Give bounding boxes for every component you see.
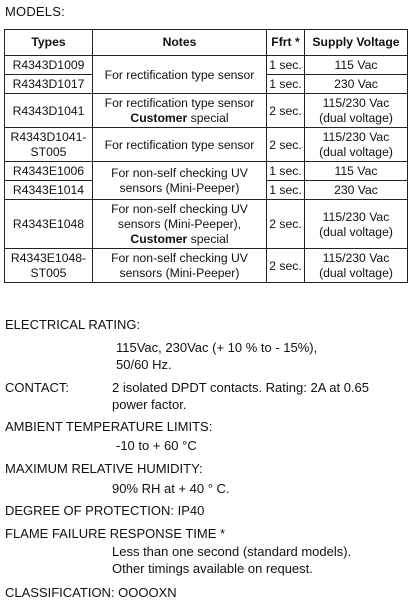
notes-special: special [187,232,229,246]
table-row [5,56,408,75]
table-row [5,128,408,162]
notes-cell [93,128,267,162]
table-row [5,249,408,283]
ffrt-cell: 1 sec. [267,56,305,75]
notes-special: special [187,111,229,125]
ambient-temperature-label: AMBIENT TEMPERATURE LIMITS: [5,419,213,434]
contact-label: CONTACT: [5,380,70,395]
humidity-label: MAXIMUM RELATIVE HUMIDITY: [5,461,203,476]
ffrt-cell: 1 sec. [267,162,305,181]
flame-failure-label: FLAME FAILURE RESPONSE TIME * [5,526,226,541]
ffrt-cell: 2 sec. [267,249,305,283]
ffrt-cell: 1 sec. [267,75,305,94]
supply-voltage-cell: 115/230 Vac (dual voltage) [305,200,408,249]
notes-text: For non-self checking UV sensors (Mini-Peeper) [111,251,248,280]
notes-cell [93,56,267,94]
header-types: Types [5,30,93,56]
notes-customer: Customer [130,111,188,125]
ffrt-cell: 2 sec. [267,94,305,128]
notes-customer: Customer [130,232,188,246]
notes-text: For rectification type sensor [104,96,255,110]
table-row [5,200,408,249]
supply-voltage-cell: 230 Vac [305,75,408,94]
notes-text: For non-self checking UV sensors (Mini-Peeper), [111,202,248,231]
header-notes: Notes [93,30,267,56]
notes-text: For rectification type sensor [104,67,255,82]
models-heading: MODELS: [5,4,65,19]
table-row [5,162,408,181]
supply-voltage-cell: 230 Vac [305,181,408,200]
type-cell: R4343D1041 [5,94,93,128]
notes-cell [93,200,267,249]
supply-voltage-cell: 115/230 Vac (dual voltage) [305,94,408,128]
type-cell: R4343E1048 [5,200,93,249]
type-cell: R4343D1017 [5,75,93,94]
table-header-row [5,30,408,56]
supply-voltage-cell: 115 Vac [305,56,408,75]
supply-voltage-cell: 115 Vac [305,162,408,181]
supply-voltage-cell: 115/230 Vac (dual voltage) [305,128,408,162]
type-cell: R4343E1014 [5,181,93,200]
table-row [5,94,408,128]
supply-voltage-cell: 115/230 Vac (dual voltage) [305,249,408,283]
ffrt-cell: 1 sec. [267,181,305,200]
ffrt-cell: 2 sec. [267,128,305,162]
contact-value: 2 isolated DPDT contacts. Rating: 2A at 0.65 power factor. [112,380,370,412]
table-body [5,56,408,283]
ambient-temperature-value: -10 to + 60 °C [116,438,197,453]
notes-cell [93,94,267,128]
humidity-value: 90% RH at + 40 ° C. [112,481,230,496]
electrical-rating-label: ELECTRICAL RATING: [5,317,141,332]
type-cell: R4343D1041- ST005 [5,128,93,162]
notes-cell [93,162,267,200]
models-table [4,29,408,283]
ffrt-cell: 2 sec. [267,200,305,249]
type-cell: R4343D1009 [5,56,93,75]
type-cell: R4343E1048- ST005 [5,249,93,283]
notes-text: For rectification type sensor [104,137,255,152]
header-supply-voltage: Supply Voltage [305,30,408,56]
header-ffrt: Ffrt * [267,30,305,56]
notes-cell [93,249,267,283]
electrical-rating-value: 115Vac, 230Vac (+ 10 % to - 15%), 50/60 Hz. [116,340,318,372]
classification-label: CLASSIFICATION: OOOOXN [5,585,177,600]
notes-text: For non-self checking UV sensors (Mini-Peeper) [111,166,248,195]
flame-failure-value: Less than one second (standard models). Other timings available on request. [112,544,352,576]
type-cell: R4343E1006 [5,162,93,181]
protection-label: DEGREE OF PROTECTION: IP40 [5,503,205,518]
